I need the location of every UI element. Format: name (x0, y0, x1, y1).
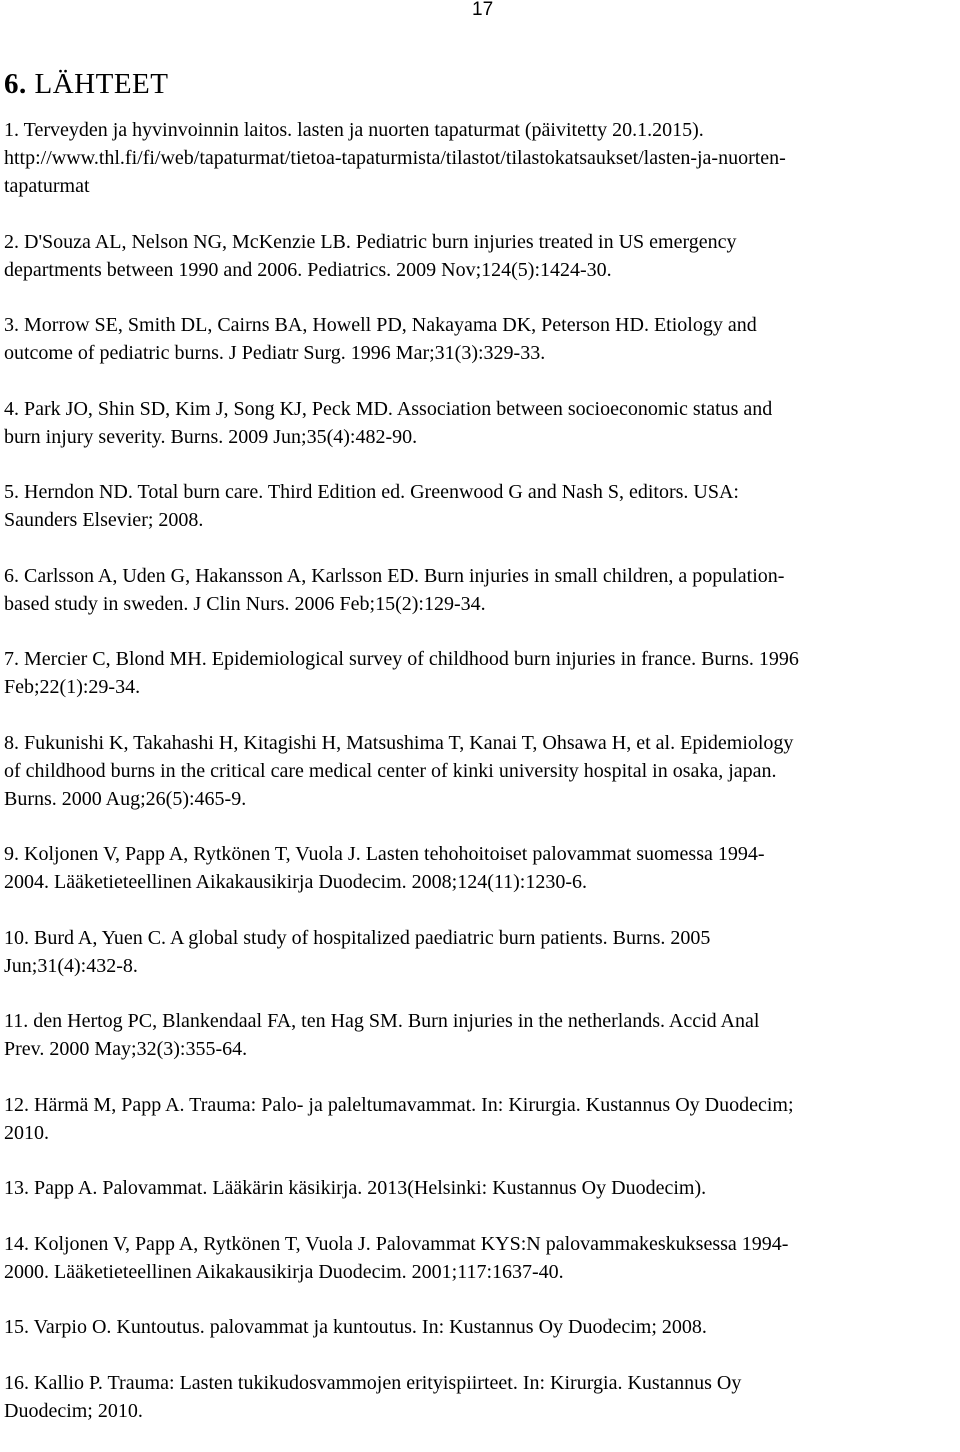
reference-item (4, 311, 956, 367)
reference-line: of childhood burns in the critical care medical center of kinki university hospital in osaka, japan. (4, 759, 777, 782)
reference-item (4, 1091, 956, 1147)
reference-line: 5. Herndon ND. Total burn care. Third Edition ed. Greenwood G and Nash S, editors. USA: (4, 481, 739, 503)
reference-item (4, 228, 956, 284)
reference-line: 1. Terveyden ja hyvinvoinnin laitos. lasten ja nuorten tapaturmat (päivitetty 20.1.2015). (4, 119, 704, 141)
reference-line: 16. Kallio P. Trauma: Lasten tukikudosvammojen erityispiirteet. In: Kirurgia. Kustannus Oy (4, 1371, 742, 1394)
reference-line: 9. Koljonen V, Papp A, Rytkönen T, Vuola J. Lasten tehohoitoiset palovammat suomessa 1994- (4, 843, 765, 865)
reference-line: 2004. Lääketieteellinen Aikakausikirja Duodecim. 2008;124(11):1230-6. (4, 871, 587, 893)
reference-line: 12. Härmä M, Papp A. Trauma: Palo- ja paleltumavammat. In: Kirurgia. Kustannus Oy Duodecim; (4, 1093, 794, 1116)
reference-item (4, 478, 956, 534)
reference-line: 7. Mercier C, Blond MH. Epidemiological survey of childhood burn injuries in france. Burns. 1996 (4, 648, 799, 670)
reference-line: 14. Koljonen V, Papp A, Rytkönen T, Vuola J. Palovammat KYS:N palovammakeskuksessa 1994- (4, 1232, 789, 1255)
reference-line: 2010. (4, 1121, 49, 1144)
reference-line: Jun;31(4):432-8. (4, 954, 138, 977)
reference-line: Saunders Elsevier; 2008. (4, 509, 204, 531)
reference-line: Burns. 2000 Aug;26(5):465-9. (4, 787, 247, 810)
reference-line: tapaturmat (4, 175, 90, 197)
reference-line: based study in sweden. J Clin Nurs. 2006 Feb;15(2):129-34. (4, 592, 486, 615)
section-heading (4, 68, 168, 100)
reference-list (4, 116, 956, 1452)
reference-item (4, 729, 956, 813)
reference-item (4, 1007, 956, 1063)
reference-item (4, 1313, 956, 1341)
reference-item (4, 1230, 956, 1286)
section-number: 6. (4, 68, 27, 100)
reference-line: Feb;22(1):29-34. (4, 676, 141, 698)
reference-line: 2. D'Souza AL, Nelson NG, McKenzie LB. Pediatric burn injuries treated in US emergency (4, 230, 737, 253)
reference-item (4, 1369, 956, 1425)
reference-item (4, 1174, 956, 1202)
reference-item (4, 562, 956, 618)
reference-line: 6. Carlsson A, Uden G, Hakansson A, Karlsson ED. Burn injuries in small children, a population- (4, 564, 785, 587)
reference-item (4, 645, 956, 701)
reference-item (4, 116, 956, 200)
reference-line: 15. Varpio O. Kuntoutus. palovammat ja kuntoutus. In: Kustannus Oy Duodecim; 2008. (4, 1316, 707, 1338)
reference-line: http://www.thl.fi/fi/web/tapaturmat/tietoa-tapaturmista/tilastot/tilastokatsaukset/lasten-ja-nuorten- (4, 147, 786, 169)
reference-line: Duodecim; 2010. (4, 1399, 143, 1422)
reference-line: 13. Papp A. Palovammat. Lääkärin käsikirja. 2013(Helsinki: Kustannus Oy Duodecim). (4, 1177, 707, 1199)
reference-item (4, 840, 956, 896)
reference-item (4, 395, 956, 451)
page-number: 17 (472, 0, 494, 20)
reference-line: departments between 1990 and 2006. Pediatrics. 2009 Nov;124(5):1424-30. (4, 258, 612, 281)
reference-line: 8. Fukunishi K, Takahashi H, Kitagishi H, Matsushima T, Kanai T, Ohsawa H, et al. Epidemiology (4, 731, 794, 754)
reference-line: Prev. 2000 May;32(3):355-64. (4, 1038, 248, 1060)
reference-line: 10. Burd A, Yuen C. A global study of hospitalized paediatric burn patients. Burns. 2005 (4, 926, 711, 949)
reference-line: burn injury severity. Burns. 2009 Jun;35(4):482-90. (4, 425, 418, 448)
reference-line: 3. Morrow SE, Smith DL, Cairns BA, Howell PD, Nakayama DK, Peterson HD. Etiology and (4, 314, 757, 336)
reference-line: 4. Park JO, Shin SD, Kim J, Song KJ, Peck MD. Association between socioeconomic status and (4, 397, 773, 420)
section-title: LÄHTEET (34, 68, 169, 100)
reference-line: 2000. Lääketieteellinen Aikakausikirja Duodecim. 2001;117:1637-40. (4, 1260, 564, 1283)
reference-line: outcome of pediatric burns. J Pediatr Surg. 1996 Mar;31(3):329-33. (4, 342, 546, 364)
reference-line: 11. den Hertog PC, Blankendaal FA, ten Hag SM. Burn injuries in the netherlands. Accid Anal (4, 1010, 760, 1032)
reference-item (4, 924, 956, 980)
